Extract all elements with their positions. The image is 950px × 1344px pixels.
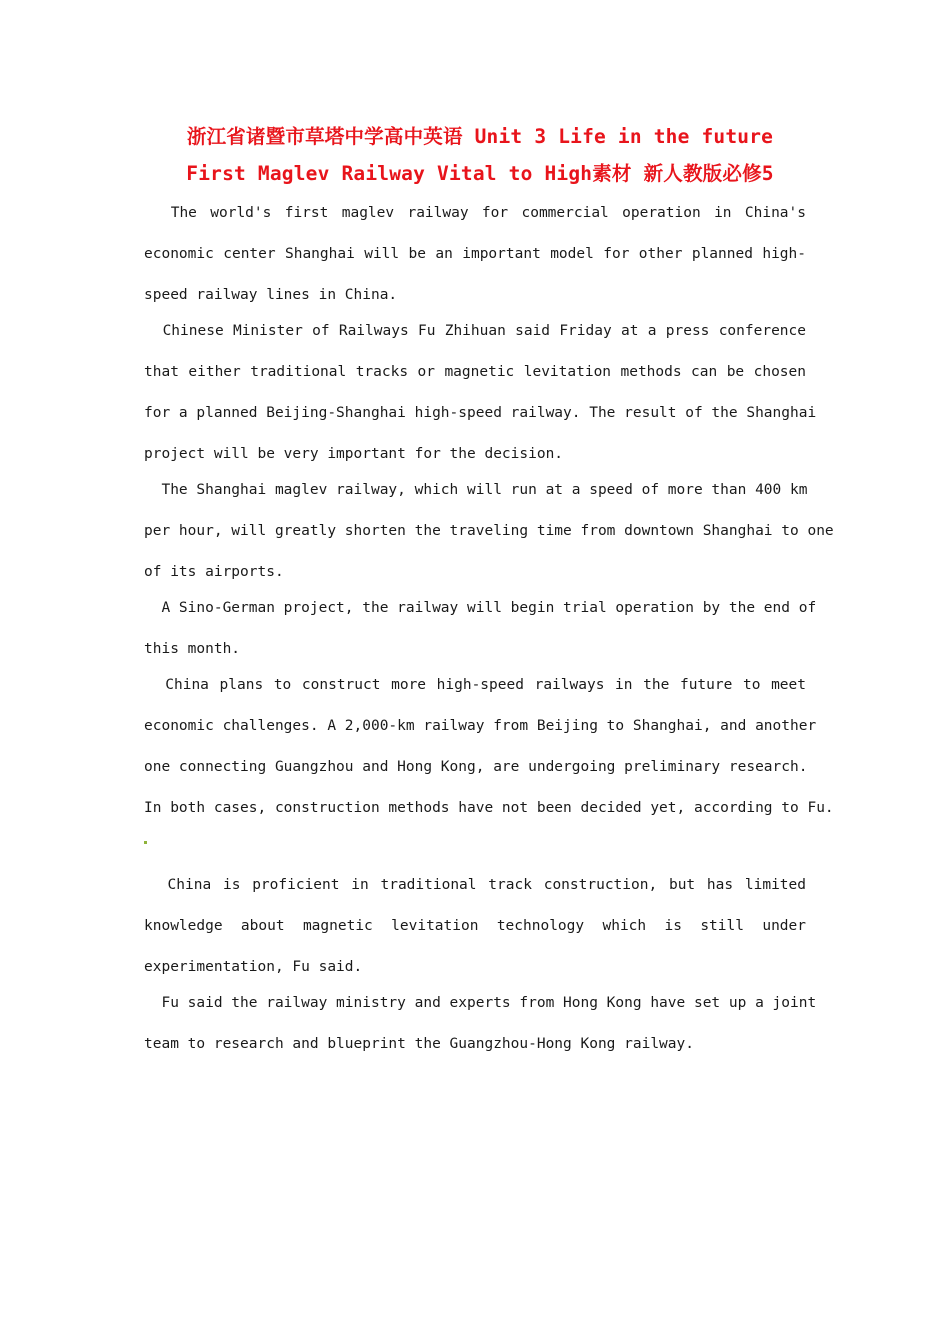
text-line: one connecting Guangzhou and Hong Kong, are undergoing preliminary research.: [144, 759, 808, 775]
text-line: China plans to construct more high-speed railways in the future to meet: [144, 677, 806, 693]
paragraph-3: [144, 470, 834, 593]
text-line: of its airports.: [144, 564, 284, 580]
text-line: project will be very important for the decision.: [144, 446, 564, 462]
title-line-1: 浙江省诸暨市草塔中学高中英语 Unit 3 Life in the future: [186, 125, 774, 148]
article-body: [144, 193, 834, 1065]
text-line: knowledge about magnetic levitation technology which is still under: [144, 918, 806, 934]
text-line: for a planned Beijing-Shanghai high-speed railway. The result of the Shanghai: [144, 405, 817, 421]
text-line: economic challenges. A 2,000-km railway from Beijing to Shanghai, and another: [144, 718, 817, 734]
text-line: The Shanghai maglev railway, which will run at a speed of more than 400 km: [144, 482, 808, 498]
paragraph-4: [144, 588, 817, 670]
text-line: that either traditional tracks or magnetic levitation methods can be chosen: [144, 364, 806, 380]
text-line: economic center Shanghai will be an important model for other planned high-: [144, 246, 806, 262]
paragraph-1: [144, 193, 806, 316]
text-line: experimentation, Fu said.: [144, 959, 363, 975]
green-dot-mark: [144, 841, 147, 844]
paragraph-7: [144, 983, 817, 1065]
title-line-2: First Maglev Railway Vital to High素材 新人教版必修5: [186, 162, 774, 185]
text-line: Chinese Minister of Railways Fu Zhihuan said Friday at a press conference: [144, 323, 806, 339]
text-line: this month.: [144, 641, 241, 657]
text-line: per hour, will greatly shorten the traveling time from downtown Shanghai to one: [144, 523, 834, 539]
text-line: speed railway lines in China.: [144, 287, 398, 303]
paragraph-5: [144, 665, 834, 829]
text-line: Fu said the railway ministry and experts from Hong Kong have set up a joint: [144, 995, 817, 1011]
text-line: team to research and blueprint the Guangzhou-Hong Kong railway.: [144, 1036, 694, 1052]
blank-line: [144, 829, 806, 865]
text-line: China is proficient in traditional track construction, but has limited: [144, 877, 806, 893]
paragraph-2: [144, 311, 817, 475]
text-line: A Sino-German project, the railway will begin trial operation by the end of: [144, 600, 817, 616]
text-line: In both cases, construction methods have not been decided yet, according to Fu.: [144, 800, 834, 816]
paragraph-6: [144, 865, 806, 988]
document-title: [150, 118, 810, 192]
text-line: The world's first maglev railway for commercial operation in China's: [144, 205, 806, 221]
